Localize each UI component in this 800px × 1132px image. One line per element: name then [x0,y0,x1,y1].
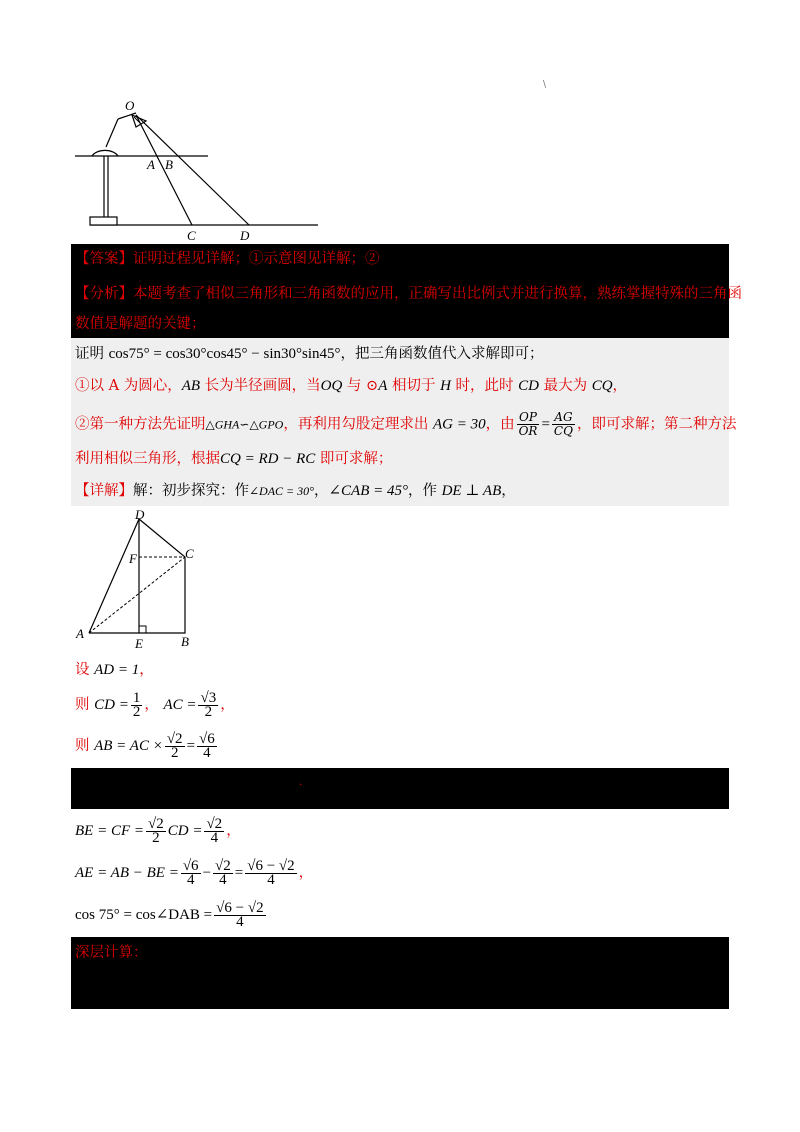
frac-1-num: 1 [132,689,141,706]
set-formula: AD = 1 [94,662,140,678]
be-end: ， [226,823,241,839]
fig2-label-B: B [181,634,189,649]
step1-text-5: 时，此时 [450,378,519,394]
set-text-1: 设 [75,662,95,678]
frac-10-num: √6 − √2 [216,899,264,916]
then2-formula: AB = AC × [94,738,163,754]
deep-calc-label: 深层计算： [75,945,148,961]
step-2-line-1 [75,411,736,438]
step2-text-4: ，即可求解；第二种方法 [576,416,737,433]
step1-text-7: ， [612,378,628,394]
step2-ag: AG = 30 [432,416,486,433]
step1-h: H [440,378,451,394]
answer-tag: 【答案】 [75,251,133,267]
then2-eq: = [186,738,196,754]
detail-perpendicular: DE ⊥ AB [441,483,502,499]
step1-cd: CD [518,378,539,394]
frac-2-den: 2 [204,703,213,720]
then1-sep: ， [144,697,159,713]
proof-prefix: 证明 [75,346,104,362]
set-text-2: ， [139,662,154,678]
detail-line [75,481,516,501]
frac-ae-1 [181,857,201,888]
be-line [75,815,241,847]
step1-ab: AB [181,378,201,394]
frac-7-num: √6 [182,857,199,874]
frac-ag-cq [552,411,575,438]
step1-text-2: 长为半径画圆，当 [200,378,321,394]
step1-oq: OQ [320,378,343,394]
then1-text-1: 则 [75,697,95,713]
frac-6-num: √2 [206,815,223,832]
fig2-label-D: D [135,507,145,522]
frac-6-den: 4 [210,829,219,846]
fig2-label-C: C [185,546,194,561]
frac-be-1 [146,815,166,846]
frac-5-num: √2 [148,815,164,832]
frac-cq: CQ [553,424,573,438]
detail-angle-dac: ∠DAC = 30° [249,484,314,498]
detail-text-2: ，作 [407,483,442,499]
fig2-label-F: F [129,551,137,566]
label-O: O [125,98,135,113]
label-D: D [240,228,250,243]
analysis-text-1: 本题考查了相似三角形和三角函数的应用，正确写出比例式并进行换算，熟练掌握特殊的三角函 [133,286,742,302]
frac-ae-3 [245,857,296,888]
fig2-label-E: E [135,636,143,650]
detail-sep: ， [313,483,329,499]
deep-calc-block [71,937,729,1009]
detail-text-1: 解：初步探究：作 [133,483,249,499]
detail-tag: 【详解】 [75,483,133,499]
step2-text-2: ，再利用勾股定理求出 [283,416,433,433]
then-line-1 [75,690,235,720]
step1-text-6: 最大为 [538,378,592,394]
detail-angle-cab: ∠CAB = 45° [328,483,408,499]
cos-formula: cos 75° = cos∠DAB = [75,907,213,923]
frac-1-den: 2 [132,703,141,720]
then1-ac: AC = [163,697,197,713]
frac-2-num: √3 [200,689,217,706]
frac-root6-quarter [197,730,217,761]
set-line [75,660,154,680]
step2-eq: = [541,416,550,433]
answer-text: 证明过程见详解；①示意图见详解；② [133,251,380,267]
step2-line2-text-2: 即可求解； [315,451,393,467]
label-C: C [187,228,196,243]
analysis-line-2: 数值是解题的关键； [75,316,206,332]
ae-end: ， [298,865,314,881]
then1-cd: CD = [94,697,129,713]
detail-text-3: ， [501,483,516,499]
then-line-2 [75,731,219,761]
frac-op: OP [517,411,540,425]
label-A: A [147,157,155,172]
figure-lamp-diagram [70,95,330,245]
ae-minus: − [202,865,212,881]
analysis-tag: 【分析】 [75,286,133,302]
proof-line [75,344,544,364]
frac-ag: AG [552,411,575,425]
step1-text-3: 与 ⊙ [342,378,379,394]
frac-9-den: 4 [267,871,275,888]
figure-triangle-diagram [73,507,198,650]
frac-8-num: √2 [215,857,231,874]
frac-4-num: √6 [199,730,215,747]
step2-text-3: ，由 [485,416,515,433]
frac-3-num: √2 [166,730,183,747]
frac-root2-half [165,730,185,761]
ae-eq: = [234,865,244,881]
step1-cq: CQ [591,378,613,394]
stray-mark: \ [543,80,547,90]
frac-9-num: √6 − √2 [247,857,295,874]
step1-text-1: ①以 A 为圆心， [75,378,182,394]
frac-3-den: 2 [170,744,179,761]
step2-similar: △GHA∽△GPO [205,417,284,432]
frac-4-den: 4 [203,744,211,761]
step-1-line [75,376,627,396]
ae-line [75,857,313,889]
frac-5-den: 2 [152,829,160,846]
then2-text-1: 则 [75,738,95,754]
frac-be-2 [204,815,224,846]
step-2-line-2 [75,449,392,469]
frac-7-den: 4 [186,871,195,888]
answer-line [75,249,380,269]
ae-formula: AE = AB − BE = [75,865,179,881]
dot-mark: · [299,780,303,791]
frac-8-den: 4 [219,871,227,888]
be-formula: BE = CF = [75,823,144,839]
step2-text-1: ②第一种方法先证明 [75,416,206,433]
be-mid: CD = [167,823,203,839]
step2-line2-text-1: 利用相似三角形，根据 [75,451,220,467]
frac-op-or [517,411,540,438]
step2-line2-formula: CQ = RD − RC [220,451,316,467]
then1-text-2: ， [220,697,235,713]
frac-10-den: 4 [236,913,244,930]
proof-suffix: ，把三角函数值代入求解即可； [340,346,544,362]
frac-one-half [131,689,143,720]
fig2-label-A: A [76,626,84,641]
frac-root3-half [198,689,218,720]
frac-cos [214,899,265,930]
cos-line [75,899,268,931]
step1-a: A [378,378,388,394]
step1-text-4: 相切于 [387,378,441,394]
analysis-line-1 [75,284,742,304]
label-B: B [165,157,173,172]
frac-or: OR [518,424,538,438]
frac-ae-2 [213,857,233,888]
redacted-strip [71,768,729,809]
proof-formula: cos75° = cos30°cos45° − sin30°sin45° [108,346,341,362]
